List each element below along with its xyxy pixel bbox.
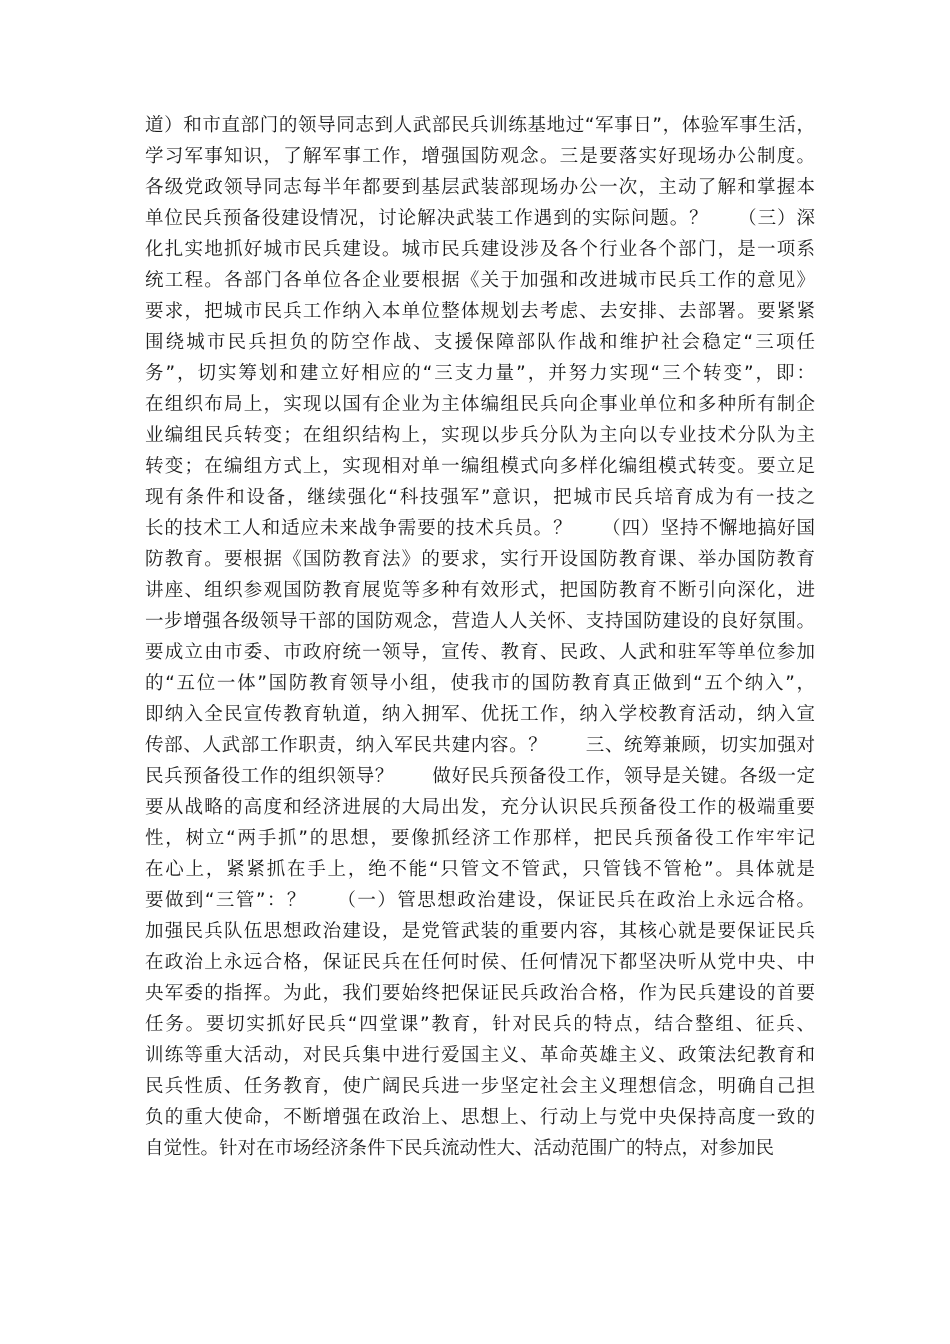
text-line: 业编组民兵转变；在组织结构上，实现以步兵分队为主向以专业技术分队为主 — [145, 425, 815, 446]
text-line: 负的重大使命，不断增强在政治上、思想上、行动上与党中央保持高度一致的 — [145, 1107, 815, 1128]
text-line: 任务。要切实抓好民兵“四堂课”教育，针对民兵的特点，结合整组、征兵、 — [145, 1014, 815, 1035]
text-line: 防教育。要根据《国防教育法》的要求，实行开设国防教育课、举办国防教育 — [145, 549, 815, 570]
text-line: 单位民兵预备役建设情况，讨论解决武装工作遇到的实际问题。？ （三）深 — [145, 208, 815, 229]
text-line: 传部、人武部工作职责，纳入军民共建内容。？ 三、统筹兼顾，切实加强对 — [145, 735, 815, 756]
text-line: 要从战略的高度和经济进展的大局出发，充分认识民兵预备役工作的极端重要 — [145, 797, 815, 818]
text-line: 一步增强各级领导干部的国防观念，营造人人关怀、支持国防建设的良好氛围。 — [145, 611, 815, 632]
text-line: 央军委的指挥。为此，我们要始终把保证民兵政治合格，作为民兵建设的首要 — [145, 983, 815, 1004]
text-line: 训练等重大活动，对民兵集中进行爱国主义、革命英雄主义、政策法纪教育和 — [145, 1045, 815, 1066]
text-line: 要成立由市委、市政府统一领导，宣传、教育、民政、人武和驻军等单位参加 — [145, 642, 815, 663]
text-line: 自觉性。针对在市场经济条件下民兵流动性大、活动范围广的特点，对参加民 — [145, 1138, 775, 1159]
text-line: 性，树立“两手抓”的思想，要像抓经济工作那样，把民兵预备役工作牢牢记 — [145, 828, 815, 849]
text-line: 民兵预备役工作的组织领导？ 做好民兵预备役工作，领导是关键。各级一定 — [145, 766, 815, 787]
text-line: 即纳入全民宣传教育轨道，纳入拥军、优抚工作，纳入学校教育活动，纳入宣 — [145, 704, 815, 725]
text-line: 学习军事知识，了解军事工作，增强国防观念。三是要落实好现场办公制度。 — [145, 146, 815, 167]
text-line: 讲座、组织参观国防教育展览等多种有效形式，把国防教育不断引向深化，进 — [145, 580, 815, 601]
text-line: 务”，切实筹划和建立好相应的“三支力量”，并努力实现“三个转变”，即： — [145, 363, 815, 384]
text-line: 的“五位一体”国防教育领导小组，使我市的国防教育真正做到“五个纳入”， — [145, 673, 815, 694]
text-line: 加强民兵队伍思想政治建设，是党管武装的重要内容，其核心就是要保证民兵 — [145, 921, 815, 942]
text-line: 长的技术工人和适应未来战争需要的技术兵员。？ （四）坚持不懈地搞好国 — [145, 518, 815, 539]
text-line: 在心上，紧紧抓在手上，绝不能“只管文不管武，只管钱不管枪”。具体就是 — [145, 859, 815, 880]
text-line: 化扎实地抓好城市民兵建设。城市民兵建设涉及各个行业各个部门，是一项系 — [145, 239, 815, 260]
text-line: 民兵性质、任务教育，使广阔民兵进一步坚定社会主义理想信念，明确自己担 — [145, 1076, 815, 1097]
text-line: 道）和市直部门的领导同志到人武部民兵训练基地过“军事日”，体验军事生活， — [145, 115, 815, 136]
text-line: 围绕城市民兵担负的防空作战、支援保障部队作战和维护社会稳定“三项任 — [145, 332, 815, 353]
text-line: 在组织布局上，实现以国有企业为主体编组民兵向企事业单位和多种所有制企 — [145, 394, 815, 415]
text-line: 现有条件和设备，继续强化“科技强军”意识，把城市民兵培育成为有一技之 — [145, 487, 815, 508]
text-line: 要做到“三管”：？ （一）管思想政治建设，保证民兵在政治上永远合格。 — [145, 890, 815, 911]
text-line: 统工程。各部门各单位各企业要根据《关于加强和改进城市民兵工作的意见》 — [145, 270, 815, 291]
text-line: 要求，把城市民兵工作纳入本单位整体规划去考虑、去安排、去部署。要紧紧 — [145, 301, 815, 322]
text-line: 各级党政领导同志每半年都要到基层武装部现场办公一次，主动了解和掌握本 — [145, 177, 815, 198]
text-line: 转变；在编组方式上，实现相对单一编组模式向多样化编组模式转变。要立足 — [145, 456, 815, 477]
text-line: 在政治上永远合格，保证民兵在任何时侯、任何情况下都坚决听从党中央、中 — [145, 952, 815, 973]
document-body — [145, 110, 815, 1164]
